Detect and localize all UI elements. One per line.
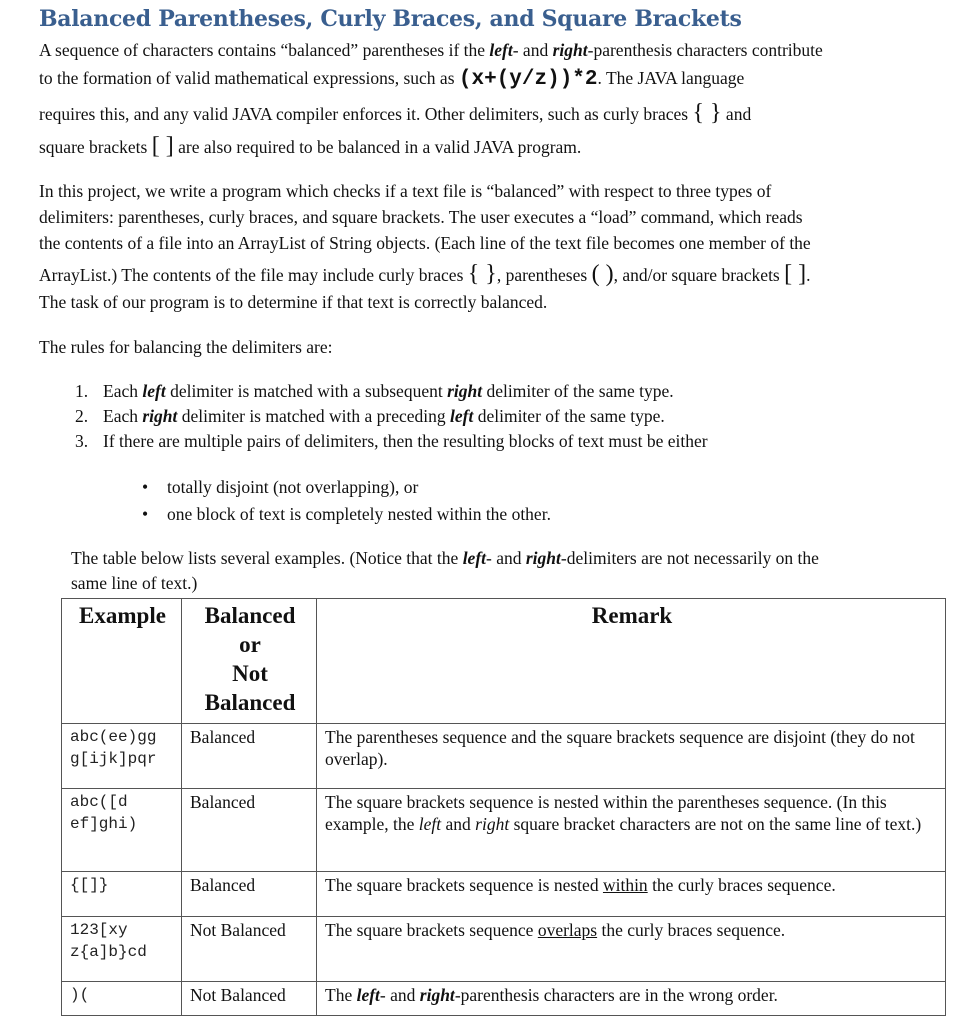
text-run: The table below lists several examples. (Notice that the	[71, 548, 463, 568]
remark-cell	[317, 872, 946, 917]
bullet-icon: •	[142, 504, 149, 524]
text-run: { }	[467, 261, 497, 287]
text-run: the contents of a file into an ArrayList of String objects. (Each line of the text file becomes one member of the	[39, 233, 811, 253]
text-run: the curly braces sequence.	[597, 920, 786, 940]
header-example: Example	[62, 599, 182, 724]
table-row	[62, 789, 946, 872]
remark-cell	[317, 724, 946, 789]
text-run: The	[325, 985, 357, 1005]
rule-item	[103, 380, 674, 402]
text-run: right	[447, 381, 483, 401]
text-run: [ ]	[784, 261, 807, 287]
table-intro-line	[71, 547, 819, 569]
text-run: In this project, we write a program which checks if a text file is “balanced” with respect to three types of	[39, 181, 772, 201]
example-cell: 123[xy z{a]b}cd	[62, 917, 182, 982]
text-run: -parenthesis characters contribute	[587, 40, 823, 60]
header-remark: Remark	[317, 599, 946, 724]
text-run: and	[441, 814, 476, 834]
text-run: - and	[379, 985, 420, 1005]
text-run: delimiter of the same type.	[482, 381, 674, 401]
table-row	[62, 724, 946, 789]
rules-intro	[39, 336, 333, 358]
text-run: right	[142, 406, 178, 426]
text-run: left	[142, 381, 166, 401]
paragraph-line	[39, 206, 803, 228]
text-run: -delimiters are not necessarily on the	[560, 548, 819, 568]
rule-item	[103, 430, 708, 452]
remark-cell	[317, 917, 946, 982]
balanced-cell: Not Balanced	[182, 982, 317, 1016]
text-run: -parenthesis characters are in the wrong order.	[454, 985, 778, 1005]
example-cell: abc(ee)gg g[ijk]pqr	[62, 724, 182, 789]
bullet-item: one block of text is completely nested within the other.	[167, 504, 551, 524]
text-run: The rules for balancing the delimiters are:	[39, 337, 333, 357]
page-title: Balanced Parentheses, Curly Braces, and Square Brackets	[39, 6, 742, 32]
text-run: delimiter is matched with a subsequent	[165, 381, 448, 401]
text-run: right	[419, 985, 455, 1005]
paragraph-line	[39, 67, 744, 91]
text-run: right	[552, 40, 588, 60]
rule-item	[103, 405, 665, 427]
remark-cell	[317, 789, 946, 872]
text-run: delimiter of the same type.	[473, 406, 665, 426]
code-expression: (x+(y/z))*2	[458, 68, 598, 91]
text-run: delimiter is matched with a preceding	[177, 406, 451, 426]
text-run: are also required to be balanced in a valid JAVA program.	[173, 137, 582, 157]
table-header-row	[62, 599, 946, 724]
paragraph-line	[39, 135, 581, 158]
text-run: The task of our program is to determine if that text is correctly balanced.	[39, 292, 548, 312]
balanced-cell: Balanced	[182, 724, 317, 789]
rule-number: 3.	[75, 431, 89, 451]
text-run: requires this, and any valid JAVA compiler enforces it. Other delimiters, such as curly braces	[39, 104, 693, 124]
text-run: [ ]	[151, 133, 174, 159]
text-run: delimiters: parentheses, curly braces, and square brackets. The user executes a “load” command, which reads	[39, 207, 803, 227]
paragraph-line	[39, 39, 823, 61]
bullet-item: totally disjoint (not overlapping), or	[167, 477, 419, 497]
text-run: left	[462, 548, 487, 568]
example-cell: abc([d ef]ghi)	[62, 789, 182, 872]
text-run: . The JAVA language	[597, 68, 745, 88]
text-run: Each	[103, 381, 143, 401]
table-row	[62, 982, 946, 1016]
table-row	[62, 917, 946, 982]
text-run: , and/or square brackets	[613, 265, 785, 285]
text-run: The square brackets sequence is nested	[325, 875, 603, 895]
balanced-cell: Balanced	[182, 789, 317, 872]
text-run: ( )	[591, 261, 614, 287]
balanced-cell: Not Balanced	[182, 917, 317, 982]
paragraph-line	[39, 232, 811, 254]
text-run: right	[475, 814, 510, 834]
text-run: , parentheses	[496, 265, 592, 285]
rule-number: 2.	[75, 406, 89, 426]
text-run: Each	[103, 406, 143, 426]
example-cell: )(	[62, 982, 182, 1016]
header-balanced: Balanced or Not Balanced	[182, 599, 317, 724]
text-run: right	[525, 548, 561, 568]
text-run: to the formation of valid mathematical expressions, such as	[39, 68, 459, 88]
text-run: .	[806, 265, 811, 285]
text-run: left	[450, 406, 474, 426]
table-row	[62, 872, 946, 917]
text-run: { }	[692, 100, 722, 126]
text-run: The square brackets sequence	[325, 920, 538, 940]
paragraph-line	[39, 291, 547, 313]
text-run: square brackets	[39, 137, 152, 157]
examples-table	[61, 598, 946, 1016]
balanced-cell: Balanced	[182, 872, 317, 917]
text-run: ArrayList.) The contents of the file may include curly braces	[39, 265, 468, 285]
table-intro-line	[71, 572, 197, 594]
paragraph-line	[39, 263, 810, 286]
text-run: The square brackets sequence is nested within the parentheses sequence. (In this example, the	[325, 792, 887, 834]
text-run: within	[602, 875, 648, 895]
text-run: If there are multiple pairs of delimiters, then the resulting blocks of text must be either	[103, 431, 708, 451]
text-run: left	[489, 40, 513, 60]
paragraph-line	[39, 102, 751, 125]
bullet-icon: •	[142, 477, 149, 497]
text-run: - and	[512, 40, 553, 60]
text-run: same line of text.)	[71, 573, 198, 593]
text-run: A sequence of characters contains “balanced” parentheses if the	[39, 40, 490, 60]
text-run: The parentheses sequence and the square brackets sequence are disjoint (they do not overlap).	[325, 727, 915, 769]
rule-number: 1.	[75, 381, 89, 401]
text-run: the curly braces sequence.	[647, 875, 836, 895]
remark-cell	[317, 982, 946, 1016]
text-run: - and	[486, 548, 526, 568]
text-run: left	[418, 814, 442, 834]
text-run: square bracket characters are not on the same line of text.)	[509, 814, 922, 834]
example-cell: {[]}	[62, 872, 182, 917]
text-run: and	[721, 104, 752, 124]
text-run: overlaps	[537, 920, 598, 940]
text-run: left	[356, 985, 380, 1005]
paragraph-line	[39, 180, 771, 202]
